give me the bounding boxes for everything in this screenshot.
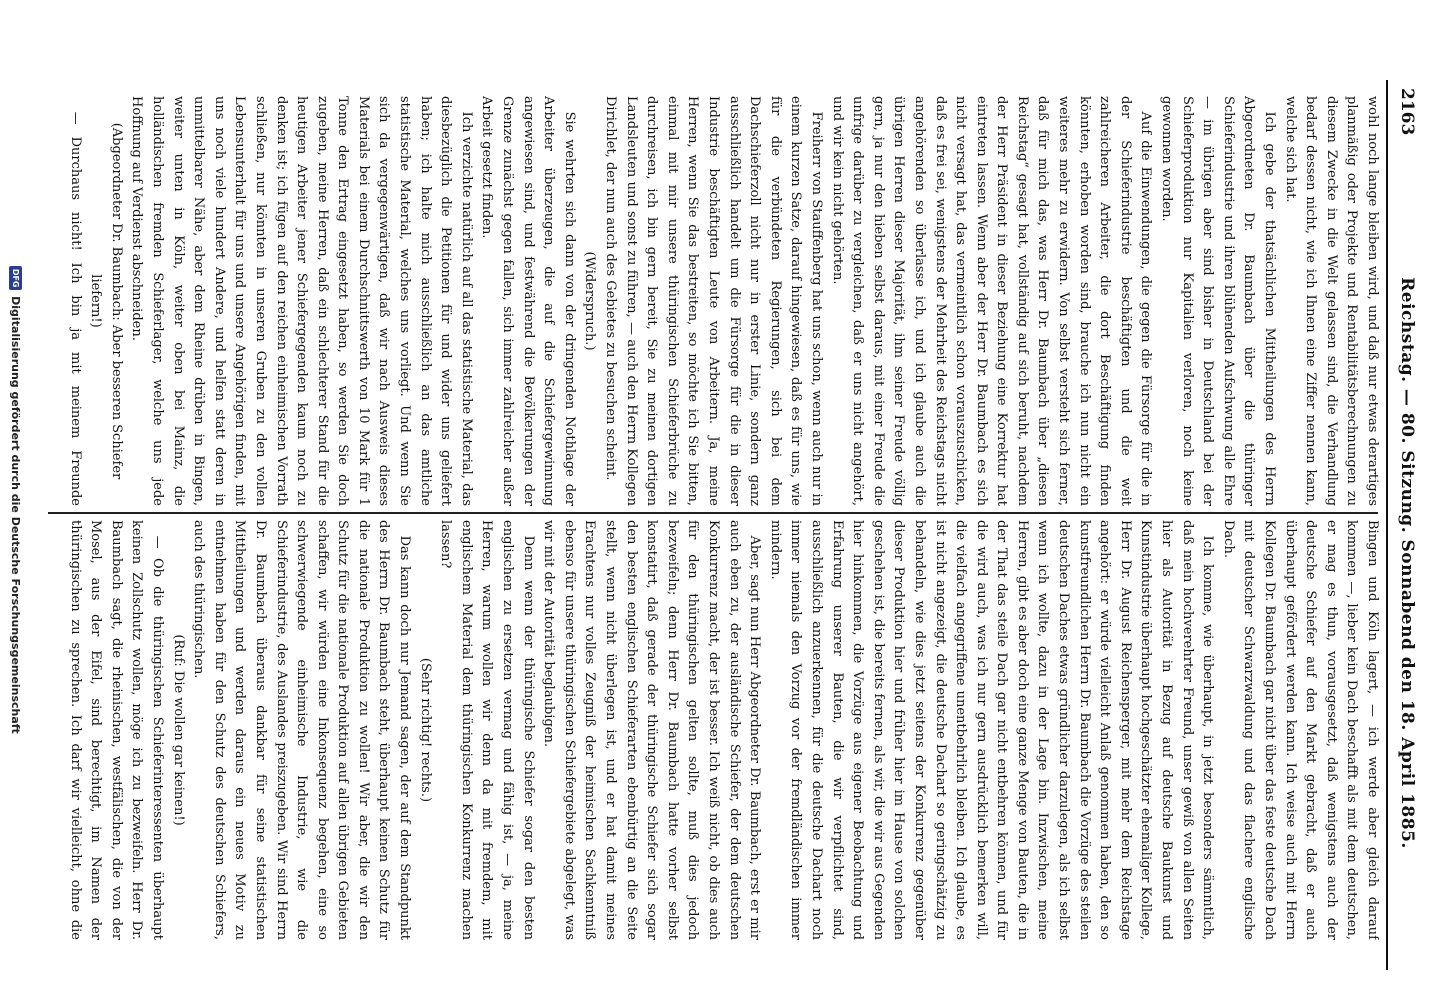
interjection: (Widerspruch.) [582,251,598,351]
paragraph: Freiherr von Stauffenberg hat uns schon, wenn auch nur in einem kurzen Satze, darauf hingewiesen, daß es für uns, wie für die verbündeten Regierungen, sich bei dem Dachschieferzoll nicht nur in erster Linie, sondern ganz ausschließlich handelt um die Fürsorge für die in dieser Industrie beschäftigten Leute von Arbeitern. Ja, meine Herren, wenn Sie das bestreiten, so möchte ich Sie bitten, einmal mit mir unsere thüringischen Schieferbrüche zu durchreisen, ich bin gern bereit, Sie zu meinen dortigen Landsleuten und sonst zu führen, — auch den Herrn Kollegen Dirichlet, der nun auch des Gebietes zu besuchen scheint. [603,96,824,506]
page-header [1390,88,1424,968]
paragraph: Denn wenn der thüringische Schiefer sogar den besten englischen zu ersetzen vermag und fähig ist, — ja, meine Herren, warum wollen wir denn da mit fremdem, mit englischem Material dem thüringischen Konkurrenz machen lassen? [438,520,536,940]
paragraph: — Ob die thüringischen Schieferinteressenten überhaupt keinen Zollschutz wollen, möge ich zu bezweifeln. Herr Dr. Baumbach sagt, die rheinischen, westfälischen, die von der Mosel, aus der Eifel, sind berechtigt, im Namen der thüringischen zu sprechen. Ich darf wir vielleicht, ohne die [67,520,165,940]
credit-text: Digitalisierung gefördert durch die Deutsche Forschungsgemeinschaft [9,296,23,734]
paragraph: Bingen und Köln lagert, — ich werde aber gleich darauf kommen —, lieber kein Dach beschafft als mit dem deutschen, er mag es thun, vorausgesetzt, daß wenigstens auch der deutsche Schiefer auf den Markt gebracht, daß er auch überhaupt gefördert werden kann. Ich weise auch mit Herrn Kollegen Dr. Baumbach gar nicht über das feste deutsche Dach mit deutscher Schwarzwaldung und das flachere englische Dach. [1220,520,1380,940]
interjection: (Ruf: Die wollen gar keinen!) [170,634,186,826]
digitization-credit [6,0,26,1000]
paragraph: Ich komme, wie überhaupt, in jetzt besonders sämmtlich, daß mein hochverehrter Freund, unser gewiß von allen Seiten hier als Autorität in Bezug auf deutsche Baukunst und Kunstindustrie überhaupt hochgeschätzter ehemaliger Kollege, Herr Dr. August Reichensperger, mit mehr dem Reichstage angehört: er würde vielleicht Anlaß genommen haben, den so kunstfreundlichen Herrn Dr. Baumbach die Vorzüge des steilen deutschen Daches etwas gründlicher darzulegen, als ich selbst wenn ich wollte, dazu in der Lage bin. Inzwischen, meine Herren, gibt es aber doch eine ganze Menge von Bauten, die in der That das steile Dach gar nicht entbehren können, und für die wird auch, was ich nur gern ausdrücklich bemerken will, die vielfach angegriffene unentbehrlich bleiben. Ich glaube, es ist nicht angezeigt, die deutsche Dachart so geringschätzig zu behandeln, wie dies jetzt seitens der Konkurrenz gegenüber dieser Produktion hier und früher hier im Hause von solchen geschehen ist, die bereits fernen, als wir, die wir aus Gegenden hier hinkommen, die Vorzüge aus eigener Beobachtung und Erfahrung unserer Bauten, die wir verpflichtet sind, ausschließlich anzuerkennen, für die deutsche Dachart noch immer niemals den Vorzug vor der fremdländischen immer mindern. [767,520,1216,940]
paragraph: Das kann doch nur Jemand sagen, der auf dem Standpunkt des Herrn Dr. Baumbach steht, überhaupt keinen Schutz für die nationale Produktion zu wollen! Wir aber, die wir den Schutz für die nationale Produktion auf allen übrigen Gebieten schaffen, wir würden eine Inkonsequenz begehen, eine so schwerwiegende einheimische Industrie, wie die Schieferindustrie, des Auslandes preiszugeben. Wir sind Herrn Dr. Baumbach überaus dankbar für seine statistischen Mittheilungen und werden daraus ein neues Motiv zu entnehmen haben für den Schutz des deutschen Schiefers, auch des thüringischen. [191,520,413,940]
paragraph: — Durchaus nicht! Ich bin ja mit meinem Freunde [67,111,83,506]
paragraph: Aber, sagt nun Herr Abgeordneter Dr. Baumbach, erst er mir auch eben zu, der ausländische Schiefer, der dem deutschen Konkurrenz macht, der ist besser. Ich weiß nicht, ob dies auch für den thüringischen gelten sollte, muß dies jedoch bezweifeln; denn Herr Dr. Baumbach hatte vorher selbst konstatirt, daß gerade der thüringische Schiefer sich sogar den besten englischen Schieferarten ebenbürtig an die Seite stellt, wenn nicht überlegen ist, und er hat damit meines Erachtens nur volles Zeugniß der heimischen Sachkenntniß ebenso für unsere thüringischen Schiefergebiete abgelegt, was wir mit der Autorität beglaubigen. [541,520,763,940]
paragraph: Ich verzichte natürlich auf all das statistische Material, das diesbezüglich die Petitionen für und wider uns geliefert haben; ich halte mich ausschließlich an das amtliche statistische Material, welches uns vorliegt. Und wenn Sie sich da vergegenwärtigen, daß wir nach Ausweis dieses Materials bei einem Durchschnittswerth von 10 Mark für 1 Tonne den Ertrag eingesetzt haben, so werden Sie doch zugeben, meine Herren, daß ein schlechterer Stand für die heutigen Arbeiter jener Schiefergegenden kaum noch zu denken ist; ich fügen auf den reichen einheimischen Vorrath schließen, nur könnten in unseren Gruben zu den vollen Lebensunterhalt für uns und unsere Angehörigen finden, mit uns noch viele hundert Andere, und helfen statt deren in unmittelbarer Nähe, aber dem Rheine drüben in Bingen, weiter unten in Köln, weiter oben bei Mainz, die holländischen fremden Schieferlager, welche uns jede Hoffnung auf Verdienst abschneiden. [129,96,474,506]
page-title: Reichstag. — 80. Sitzung. Sonnabend den 18. April 1885. [1397,277,1417,849]
paragraph: Sie wehrten sich dann von der dringenden Nothlage der Arbeiter überzeugen, die auf die Schiefergewinnung angewiesen sind, und festwährend die Bevölkerungen der Grenze zunächst gegen fallen, sich immer zahlreicher außer Arbeit gesetzt finden. [479,96,577,506]
column-divider [48,512,1378,514]
dfg-logo: DFG [10,266,23,290]
interjection: (Abgeordneter Dr. Baumbach: Aber besseren Schiefer liefern!) [88,122,124,480]
paragraph: Auf die Einwendungen, die gegen die Fürsorge für die in der Schieferindustrie beschäftigten und die weit zahlreicheren Arbeiter, die dort Beschäftigung finden könnten, erhoben worden sind, brauche ich nun nicht ein weiteres mehr zu erwidern. Von selbst versteht sich ferner, daß für mich das, was Herr Dr. Baumbach über „diesen Reichstag“ gesagt hat, vollständig auf sich beruht, nachdem der Herr Präsident in dieser Beziehung eine Korrektur hat eintreten lassen. Wenn aber der Herr Dr. Baumbach es sich nicht versagt hat, das vermeintlich schon vorauszuschicken, daß es frei sei, wenigstens der Mehrheit des Reichstags nicht angehörenden so überlasse ich, und ich glaube auch die übrigen Herren dieser Majorität, ihm seiner Freude völlig gern, ja nur den hieben selbst daraus, mit einer Freude die unfrige darüber zu vergleichen, daß er uns nicht angehört, und wir kein nicht gehörten. [829,96,1154,506]
page-number: 2163 [1397,88,1417,136]
right-text-column [62,520,1382,940]
interjection: (Sehr richtig! rechts.) [417,657,433,803]
left-text-column [62,96,1382,506]
paragraph: wohl noch lange bleiben wird, und daß nur etwas derartiges planmäßig oder Projekte und Rentabilitätsberechnungen zu diesem Zwecke in die Welt gelassen sind, die Verhandlung bedarf dessen nicht, wie ich Ihnen eine Ziffer nennen kann, welche sich hat. [1282,96,1380,506]
paragraph: Ich gebe der thatsächlichen Mittheilungen des Herrn Abgeordneten Dr. Baumbach über die thüringer Schieferindustrie und ihren blühenden Aufschwung alle Ehre — im übrigen aber sind bisher in Deutschland bei der Schieferproduktion nur Kapitalien verloren, noch keine gewonnen worden. [1159,96,1278,506]
header-rule [1386,80,1388,970]
